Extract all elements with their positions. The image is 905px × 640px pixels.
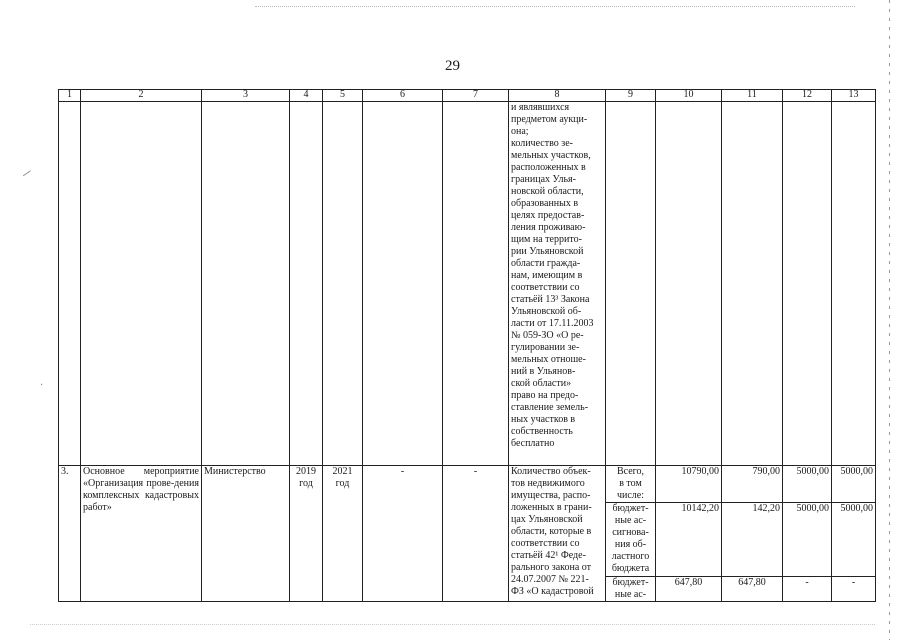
col-number: 4 [290, 90, 323, 102]
amount-total: 10790,00 [681, 466, 719, 477]
row-number: 3. [61, 466, 69, 477]
executor: Министерство [204, 466, 266, 477]
col-number: 6 [363, 90, 443, 102]
amount-2020: 5000,00 [796, 503, 829, 514]
col-number: 2 [81, 90, 202, 102]
scan-artifact-bottom [30, 624, 875, 625]
scan-edge-right [889, 0, 890, 640]
col-number: 8 [509, 90, 606, 102]
financing-source: Всего, в том числе: [616, 466, 645, 501]
scan-artifact-top [255, 6, 855, 7]
start-year: 2019 год [296, 466, 316, 489]
financing-source: бюджет- ные ас- сигнова- ния об- ластного бюджета [611, 503, 650, 574]
amount-2019: 790,00 [752, 466, 780, 477]
amount-2020: 5000,00 [796, 466, 829, 477]
col-number: 3 [202, 90, 290, 102]
amount-2019: 647,80 [738, 577, 766, 588]
col-number: 9 [606, 90, 656, 102]
activity-name: Основное мероприятие «Организация прове-дения комплексных кадастровых работ» [83, 466, 199, 513]
amount-total: 10142,20 [681, 503, 719, 514]
scan-mark: — [19, 166, 35, 181]
amount-total: 647,80 [674, 577, 703, 588]
end-year: 2021 год [332, 466, 353, 489]
continuation-row [59, 102, 876, 466]
col-number: 11 [722, 90, 783, 102]
indicator-continuation: и являвшихся предметом аукци- она; количество зе- мельных участков, расположенных в границах Улья- новской области, образованных в целях предостав- ления проживаю- щим на террито- рии Ульяновской области гражда- нам, имеющим в соответствии со статьёй 13³ Закона Ульяновской об- ласти от 17.11.2003 № 059-ЗО «О ре- гулировании зе- мельных отноше- ний в Ульянов- ской области» право на предо- ставление земель- ных участков в собственность бесплатно [511, 102, 594, 449]
col-number: 13 [832, 90, 876, 102]
col-number: 7 [443, 90, 509, 102]
column-number-row [59, 90, 876, 102]
col-number: 1 [59, 90, 81, 102]
col-number: 12 [783, 90, 832, 102]
col6-value: - [400, 466, 405, 477]
amount-2021: - [851, 577, 856, 588]
col7-value: - [473, 466, 478, 477]
amount-2021: 5000,00 [840, 503, 873, 514]
amount-2019: 142,20 [752, 503, 780, 514]
col-number: 10 [656, 90, 722, 102]
col-number: 5 [323, 90, 363, 102]
financing-source: бюджет- ные ас- [612, 577, 649, 600]
page-number: 29 [445, 58, 460, 74]
table-row-3 [59, 466, 876, 503]
scan-mark: · [40, 380, 44, 391]
amount-2021: 5000,00 [840, 466, 873, 477]
program-table [58, 89, 876, 602]
amount-2020: - [805, 577, 809, 588]
indicator-text: Количество объек- тов недвижимого имущества, распо- ложенных в грани- цах Ульяновской области, которые в соответствии со статьёй 42¹ Феде- рального закона от 24.07.2007 № 221- ФЗ «О кадастровой [511, 466, 594, 597]
